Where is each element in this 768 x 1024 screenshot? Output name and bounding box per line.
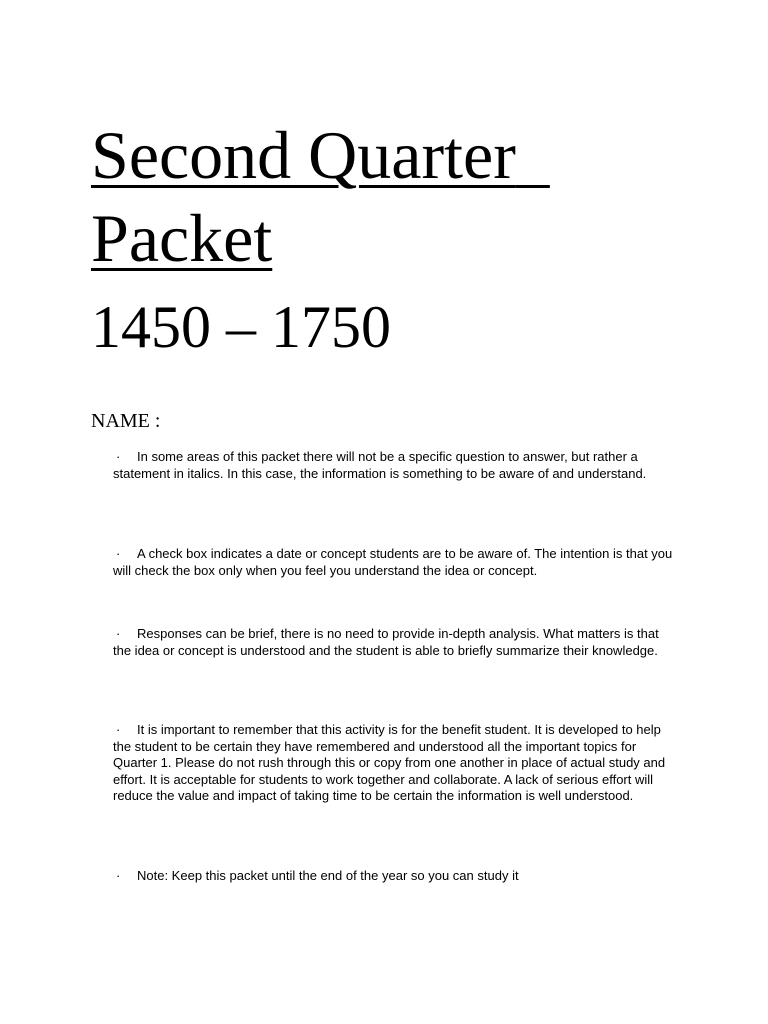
- name-label: NAME :: [91, 410, 161, 432]
- instruction-bullet: [113, 868, 675, 885]
- instruction-bullet: [113, 546, 675, 579]
- bullet-text: A check box indicates a date or concept students are to be aware of. The intention is that you will check the box only when you feel you understand the idea or concept.: [113, 546, 673, 578]
- bullet-text: In some areas of this packet there will not be a specific question to answer, but rather a statement in italics. In this case, the information is something to be aware of and understand.: [113, 449, 647, 481]
- bullet-marker: ·: [116, 868, 121, 883]
- date-range: 1450 – 1750: [91, 294, 391, 360]
- packet-title: Second Quarter Packet: [91, 117, 550, 276]
- instruction-bullet: [113, 722, 675, 805]
- bullet-marker: ·: [116, 449, 121, 464]
- instruction-bullet: [113, 449, 675, 482]
- bullet-text: Responses can be brief, there is no need to provide in-depth analysis. What matters is that the idea or concept is understood and the student is able to briefly summarize their knowledge.: [113, 626, 659, 658]
- bullet-text: It is important to remember that this activity is for the benefit student. It is developed to help the student to be certain they have remembered and understood all the important topics for Quarter 1. Please do not rush through this or copy from one another in place of actual study and effort. It is acceptable for students to work together and collaborate. A lack of serious effort will reduce the value and impact of taking time to be certain the information is well understood.: [113, 722, 666, 804]
- bullet-marker: ·: [116, 546, 121, 561]
- instruction-bullet: [113, 626, 675, 659]
- bullet-marker: ·: [116, 626, 121, 641]
- bullet-text: Note: Keep this packet until the end of the year so you can study it: [137, 868, 519, 883]
- bullet-marker: ·: [116, 722, 121, 737]
